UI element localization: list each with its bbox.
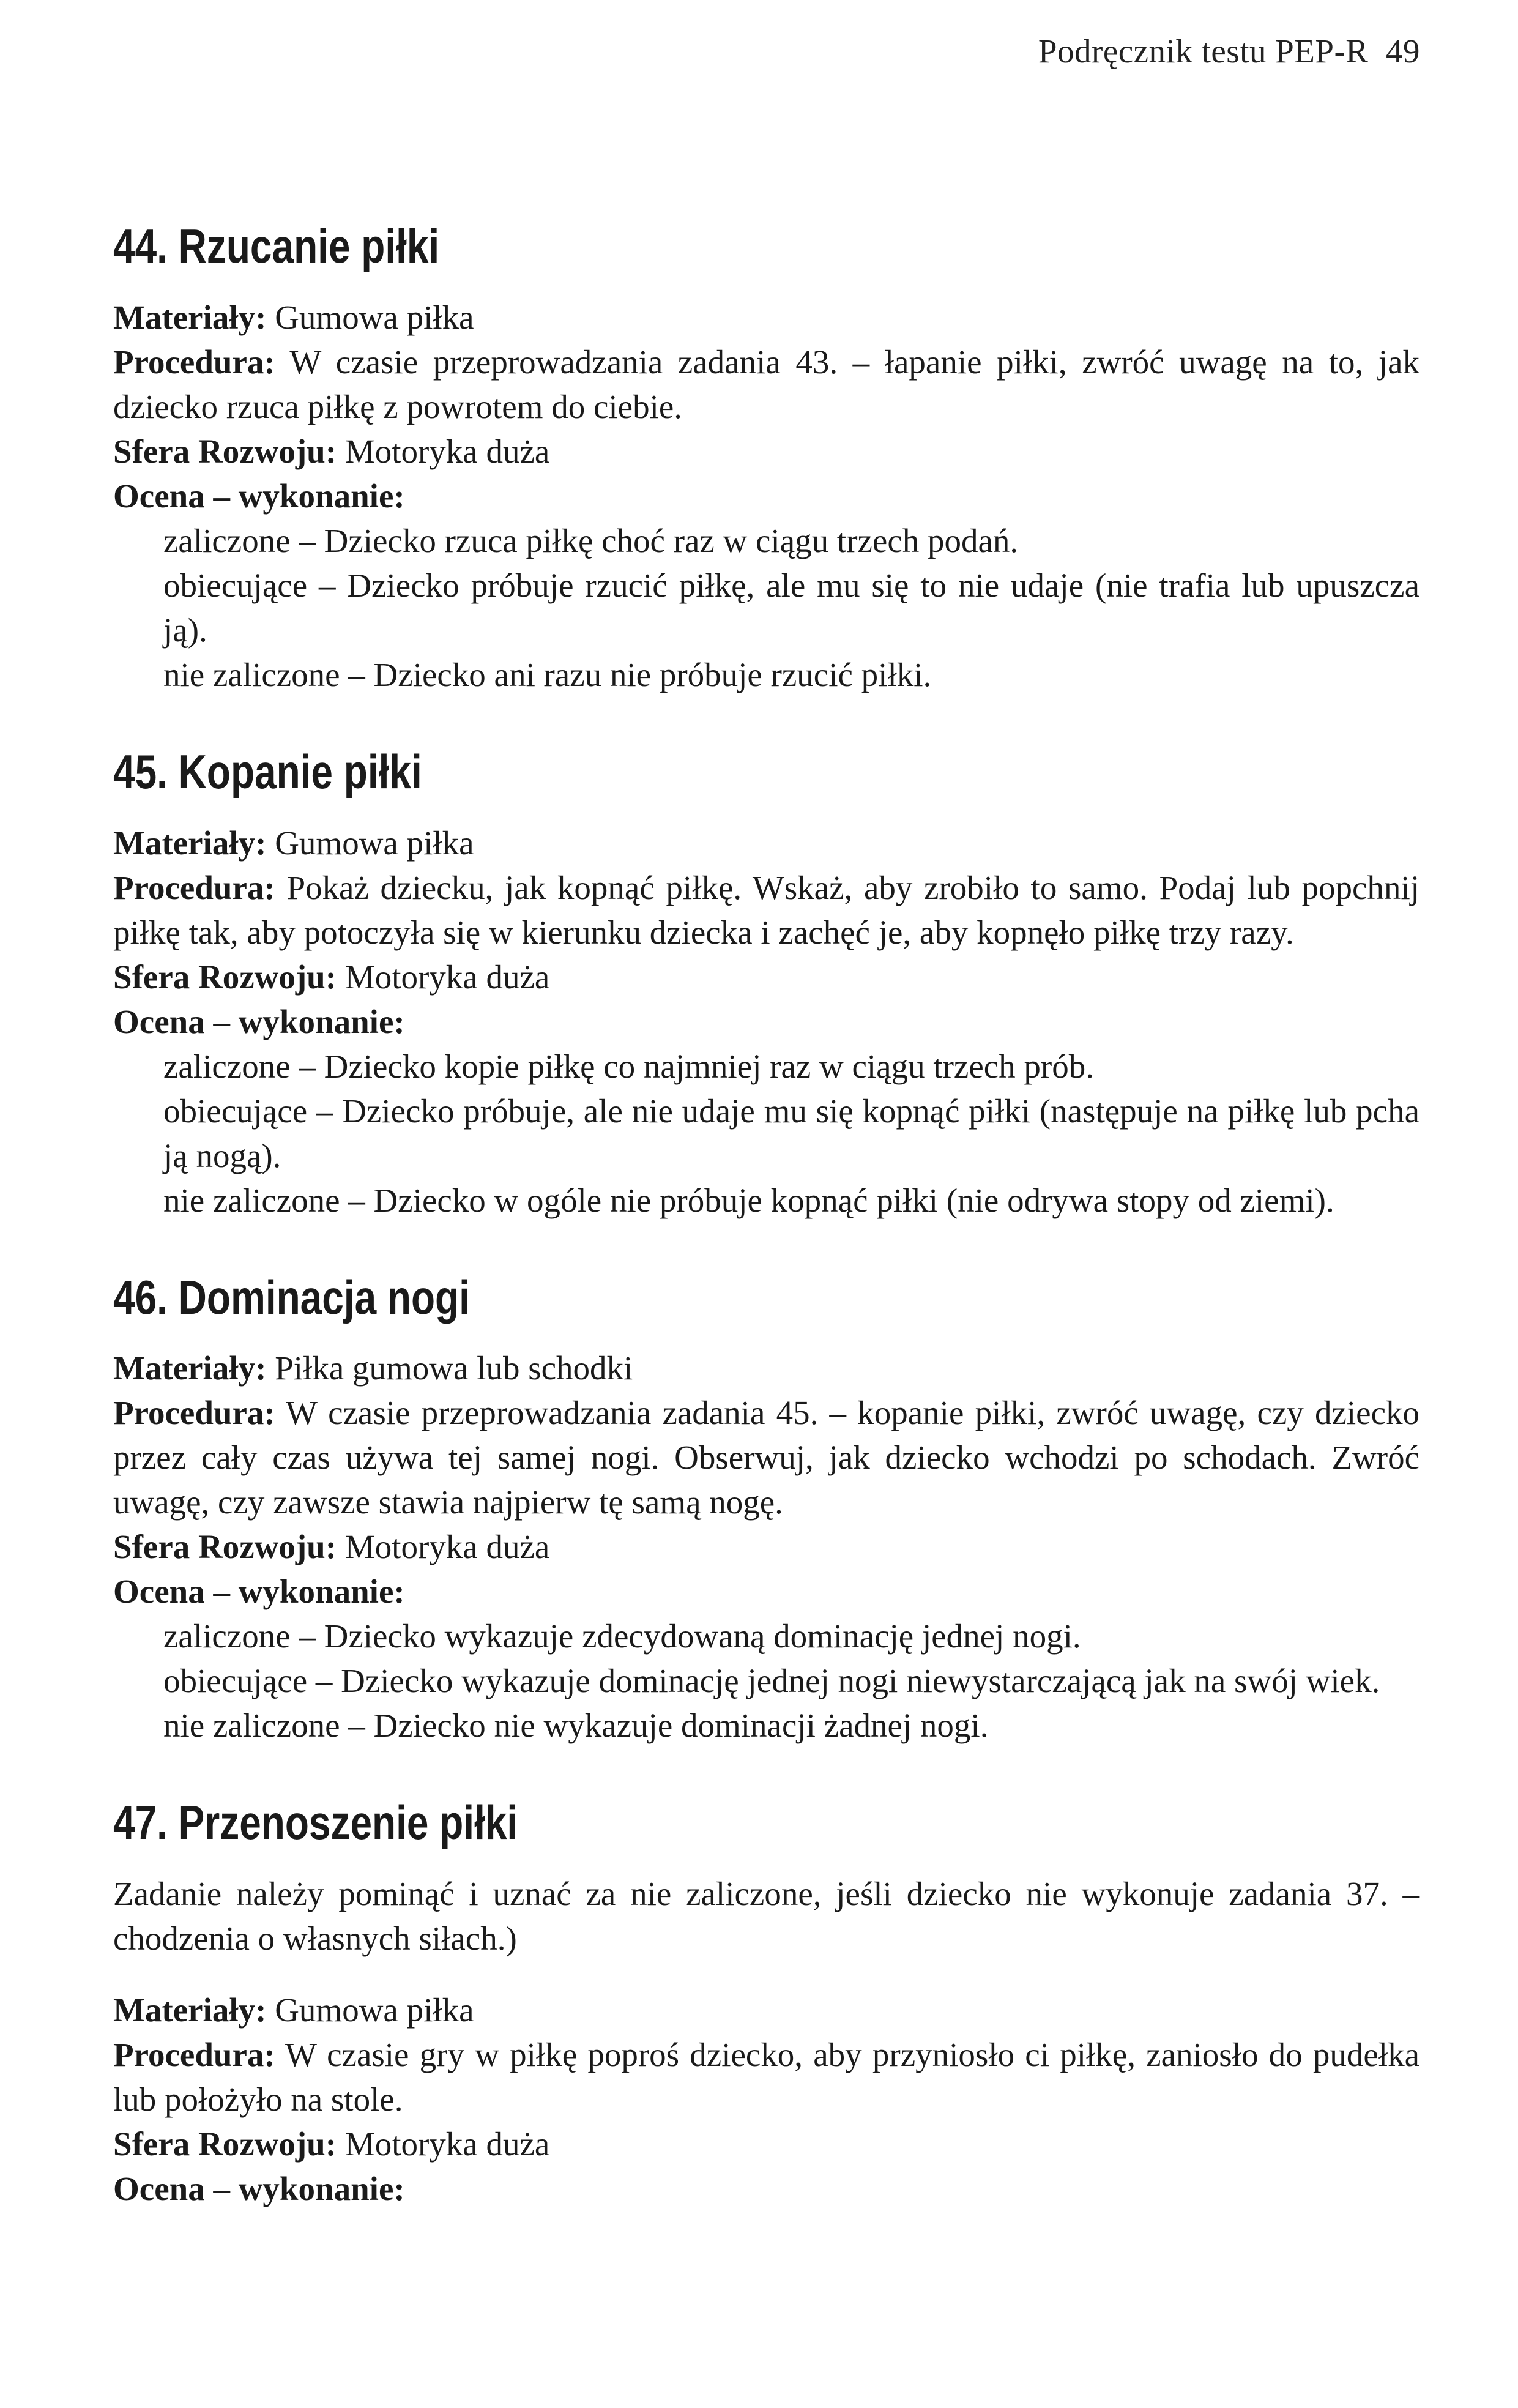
page-content [113, 220, 1419, 2260]
procedure-value: W czasie gry w piłkę poproś dziecko, aby przyniosło ci piłkę, zaniosło do pudełka lub położyło na stole. [113, 2036, 1419, 2119]
section-46 [113, 1272, 1419, 1748]
materials-value: Gumowa piłka [275, 824, 474, 862]
grade-passed: zaliczone – Dziecko wykazuje zdecydowaną dominację jednej nogi. [163, 1617, 1081, 1655]
procedure-label: Procedura: [113, 1394, 275, 1432]
materials-line [113, 1346, 1419, 1390]
section-47 [113, 1797, 1419, 2211]
procedure-label: Procedura: [113, 343, 275, 381]
section-title: 44. Rzucanie piłki [113, 219, 440, 273]
grades-list [113, 518, 1419, 697]
materials-label: Materiały: [113, 1349, 267, 1387]
assessment-label: Ocena – wykonanie: [113, 477, 405, 515]
procedure-label: Procedura: [113, 868, 275, 906]
section-title: 45. Kopanie piłki [113, 744, 422, 799]
sphere-label: Sfera Rozwoju: [113, 2125, 337, 2163]
grades-list [113, 1614, 1419, 1748]
section-44 [113, 220, 1419, 697]
sphere-line [113, 1524, 1419, 1569]
materials-label: Materiały: [113, 298, 267, 336]
section-intro: Zadanie należy pominąć i uznać za nie zaliczone, jeśli dziecko nie wykonuje zadania 37. – chodzenia o własnych siłach.) [113, 1875, 1419, 1958]
procedure-label: Procedura: [113, 2036, 275, 2074]
section-45 [113, 746, 1419, 1223]
materials-line [113, 295, 1419, 340]
procedure-line [113, 340, 1419, 429]
materials-line [113, 821, 1419, 865]
sphere-label: Sfera Rozwoju: [113, 958, 337, 996]
sphere-value: Motoryka duża [344, 958, 550, 996]
procedure-line [113, 865, 1419, 955]
grade-failed: nie zaliczone – Dziecko nie wykazuje dominacji żadnej nogi. [163, 1707, 989, 1745]
procedure-value: W czasie przeprowadzania zadania 43. – łapanie piłki, zwróć uwagę na to, jak dziecko rzuca piłkę z powrotem do ciebie. [113, 343, 1419, 425]
assessment-line [113, 474, 1419, 518]
grade-emerging: obiecujące – Dziecko próbuje, ale nie udaje mu się kopnąć piłki (następuje na piłkę lub pcha ją nogą). [163, 1092, 1419, 1174]
procedure-value: W czasie przeprowadzania zadania 45. – kopanie piłki, zwróć uwagę, czy dziecko przez cały czas używa tej samej nogi. Obserwuj, jak dziecko wchodzi po schodach. Zwróć uwagę, czy zawsze stawia najpierw tę samą nogę. [113, 1394, 1419, 1521]
running-header [1038, 32, 1420, 70]
materials-line [113, 1988, 1419, 2032]
sphere-value: Motoryka duża [344, 1528, 550, 1566]
procedure-line [113, 1390, 1419, 1524]
sphere-label: Sfera Rozwoju: [113, 1528, 337, 1566]
procedure-value: Pokaż dziecku, jak kopnąć piłkę. Wskaż, aby zrobiło to samo. Podaj lub popchnij piłkę tak, aby potoczyła się w kierunku dziecka i zachęć je, aby kopnęło piłkę trzy razy. [113, 868, 1419, 951]
grade-failed: nie zaliczone – Dziecko w ogóle nie próbuje kopnąć piłki (nie odrywa stopy od ziemi). [163, 1181, 1334, 1219]
section-title: 46. Dominacja nogi [113, 1270, 470, 1324]
assessment-label: Ocena – wykonanie: [113, 2170, 405, 2208]
page-number: 49 [1386, 32, 1420, 70]
assessment-label: Ocena – wykonanie: [113, 1002, 405, 1040]
sphere-line [113, 2122, 1419, 2166]
assessment-label: Ocena – wykonanie: [113, 1573, 405, 1611]
grade-passed: zaliczone – Dziecko rzuca piłkę choć raz w ciągu trzech podań. [163, 521, 1019, 559]
sphere-value: Motoryka duża [344, 2125, 550, 2163]
assessment-line [113, 1569, 1419, 1614]
materials-value: Piłka gumowa lub schodki [275, 1349, 633, 1387]
running-title: Podręcznik testu PEP-R [1038, 32, 1369, 70]
materials-label: Materiały: [113, 824, 267, 862]
materials-label: Materiały: [113, 1991, 267, 2029]
grade-emerging: obiecujące – Dziecko wykazuje dominację jednej nogi niewystarczającą jak na swój wiek. [163, 1662, 1380, 1700]
grade-failed: nie zaliczone – Dziecko ani razu nie próbuje rzucić piłki. [163, 655, 932, 693]
sphere-label: Sfera Rozwoju: [113, 432, 337, 470]
materials-value: Gumowa piłka [275, 298, 474, 336]
grade-passed: zaliczone – Dziecko kopie piłkę co najmniej raz w ciągu trzech prób. [163, 1047, 1094, 1085]
sphere-line [113, 429, 1419, 474]
procedure-line [113, 2032, 1419, 2122]
materials-value: Gumowa piłka [275, 1991, 474, 2029]
sphere-line [113, 955, 1419, 999]
assessment-line [113, 2166, 1419, 2211]
section-title: 47. Przenoszenie piłki [113, 1795, 518, 1850]
assessment-line [113, 999, 1419, 1044]
sphere-value: Motoryka duża [344, 432, 550, 470]
grade-emerging: obiecujące – Dziecko próbuje rzucić piłkę, ale mu się to nie udaje (nie trafia lub upuszcza ją). [163, 566, 1419, 649]
grades-list [113, 1044, 1419, 1223]
